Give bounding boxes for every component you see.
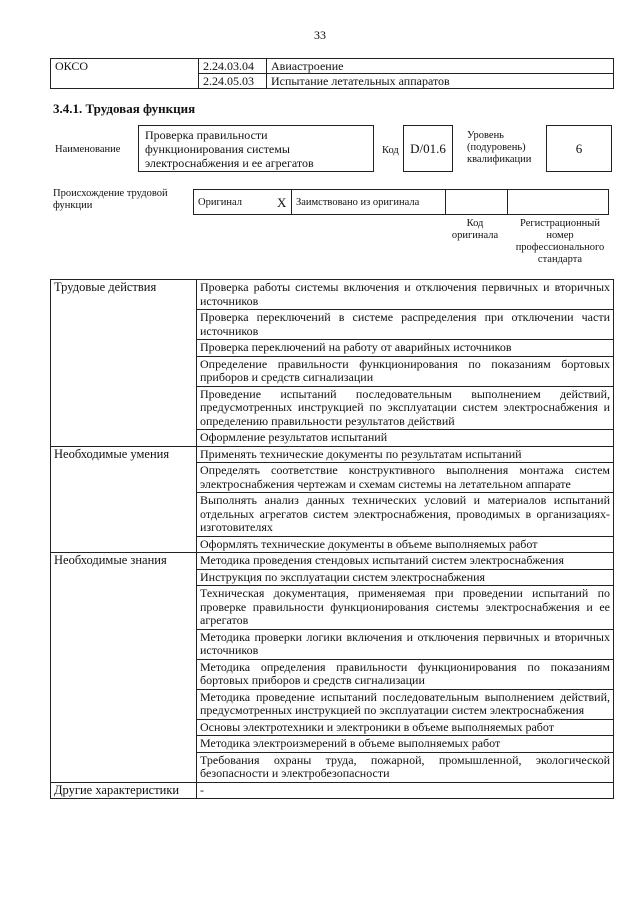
okso-code: 2.24.05.03 [199, 74, 267, 89]
okso-row [51, 59, 614, 74]
table-row [51, 553, 614, 570]
level-label: Уровень (подуровень) квалификации [467, 130, 532, 165]
item-text: Техническая документация, применяемая при проведении испытаний по проверке правильности функционирования системы электроснабжения и ее агрегатов [197, 586, 614, 630]
level-value: 6 [575, 140, 583, 156]
original-label: Оригинал [198, 197, 242, 208]
divider [291, 190, 292, 214]
divider [507, 190, 508, 214]
item-text: Определять соответствие конструктивного выполнения монтажа систем электроснабжения чертежам и схемам системы на летательном аппарате [197, 463, 614, 493]
category-other-characteristics: Другие характеристики [51, 782, 197, 799]
okso-name: Испытание летательных аппаратов [267, 74, 614, 89]
item-text: Требования охраны труда, пожарной, промышленной, экологической безопасности и электробезопасности [197, 752, 614, 782]
item-text: - [197, 782, 614, 799]
item-text: Методика проверки логики включения и отключения первичных и вторичных источников [197, 629, 614, 659]
table-row [51, 446, 614, 463]
okso-code: 2.24.03.04 [199, 59, 267, 74]
divider [445, 190, 446, 214]
okso-label: ОКСО [51, 59, 199, 89]
page-number: 33 [314, 28, 326, 42]
origin-table [193, 189, 609, 215]
original-code-caption: Код оригинала [451, 218, 499, 241]
item-text: Применять технические документы по результатам испытаний [197, 446, 614, 463]
table-row [51, 782, 614, 799]
original-mark: X [277, 195, 287, 210]
item-text: Методика проведение испытаний последовательным выполнением действий, предусмотренных инструкцией по эксплуатации систем электроснабжения [197, 689, 614, 719]
function-details-table [50, 279, 614, 799]
category-required-skills: Необходимые умения [51, 446, 197, 553]
item-text: Методика определения правильности функционирования по показаниям бортовых приборов и средств сигнализации [197, 659, 614, 689]
borrowed-label: Заимствовано из оригинала [296, 197, 420, 208]
table-row [51, 280, 614, 310]
category-required-knowledge: Необходимые знания [51, 553, 197, 783]
item-text: Выполнять анализ данных технических условий и материалов испытаний отдельных агрегатов систем электроснабжения, проводимых в организациях-изготовителях [197, 493, 614, 537]
item-text: Проверка работы системы включения и отключения первичных и вторичных источников [197, 280, 614, 310]
item-text: Оформление результатов испытаний [197, 430, 614, 447]
item-text: Основы электротехники и электроники в объеме выполняемых работ [197, 719, 614, 736]
function-code-value: D/01.6 [410, 140, 446, 156]
reg-number-caption: Регистрационный номер профессионального стандарта [515, 218, 605, 265]
function-code-box [403, 125, 453, 172]
code-label: Код [382, 145, 399, 156]
item-text: Проверка переключений на работу от аварийных источников [197, 340, 614, 357]
okso-name: Авиастроение [267, 59, 614, 74]
item-text: Методика электроизмерений в объеме выполняемых работ [197, 736, 614, 753]
section-title: 3.4.1. Трудовая функция [53, 101, 196, 116]
function-name-value: Проверка правильности функционирования системы электроснабжения и ее агрегатов [145, 128, 314, 170]
item-text: Проведение испытаний последовательным выполнением действий, предусмотренных инструкцией по эксплуатации систем электроснабжения и определению правильности результатов действий [197, 386, 614, 430]
category-labor-actions: Трудовые действия [51, 280, 197, 447]
item-text: Инструкция по эксплуатации систем электроснабжения [197, 569, 614, 586]
name-label: Наименование [55, 144, 121, 155]
level-box [546, 125, 612, 172]
item-text: Методика проведения стендовых испытаний систем электроснабжения [197, 553, 614, 570]
item-text: Определение правильности функционирования по показаниям бортовых приборов и средств сигнализации [197, 356, 614, 386]
function-name-box [138, 125, 374, 172]
item-text: Оформлять технические документы в объеме выполняемых работ [197, 536, 614, 553]
origin-label: Происхождение трудовой функции [53, 188, 168, 211]
item-text: Проверка переключений в системе распределения при отключении части источников [197, 310, 614, 340]
okso-table [50, 58, 614, 89]
